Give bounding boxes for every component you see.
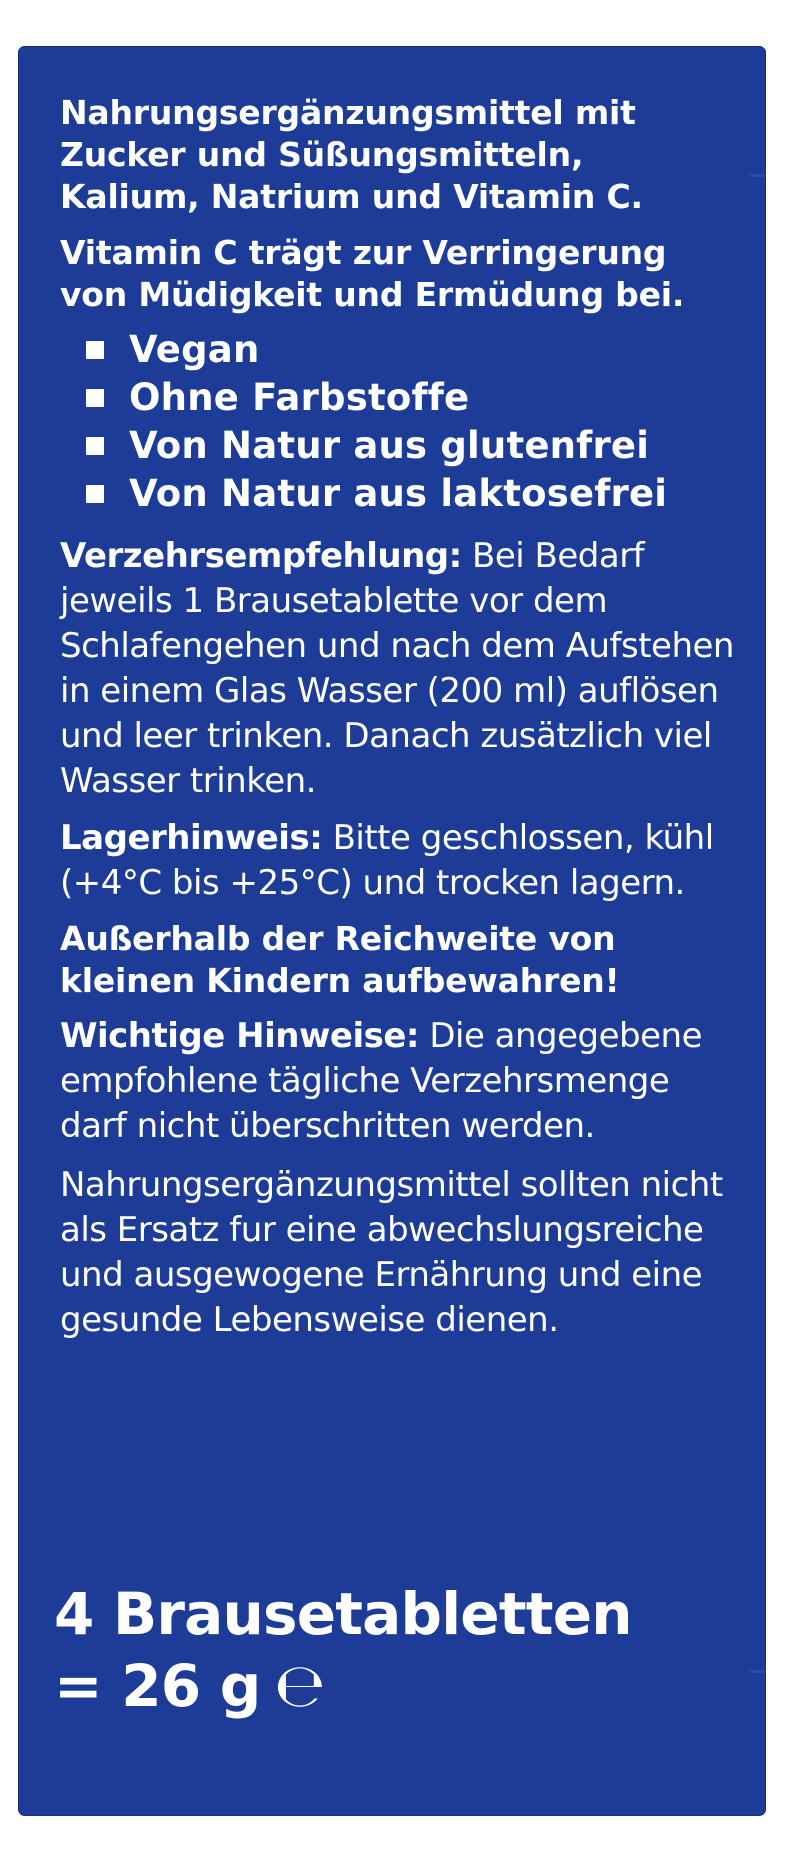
feature-label: Vegan: [129, 328, 260, 371]
feature-label: Von Natur aus laktosefrei: [129, 472, 668, 515]
net-weight-text: = 26 g: [54, 1652, 261, 1720]
text-line: Vitamin C trägt zur Verringerung: [60, 233, 667, 272]
feature-item: [60, 374, 750, 422]
children-warning: [60, 918, 750, 1002]
dosage-label: Verzehrsempfehlung:: [60, 536, 462, 576]
health-claim: [60, 232, 750, 316]
text-line: Außerhalb der Reichweite von: [60, 919, 616, 958]
text-line: Schlafengehen und nach dem Aufstehen: [60, 626, 734, 666]
text-line: Nahrungsergänzungsmittel mit: [60, 93, 636, 132]
square-bullet-icon: [86, 389, 104, 407]
text-line: Bei Bedarf: [472, 536, 645, 576]
net-weight: [54, 1650, 632, 1722]
feature-list: [60, 326, 750, 518]
estimated-sign-icon: ℮: [274, 1651, 325, 1721]
text-line: darf nicht überschritten werden.: [60, 1106, 595, 1146]
feature-item: [60, 326, 750, 374]
text-line: Nahrungsergänzungsmittel sollten nicht: [60, 1165, 723, 1205]
text-line: Zucker und Süßungsmitteln,: [60, 135, 584, 174]
edge-notch-mark: [750, 174, 766, 177]
text-line: in einem Glas Wasser (200 ml) auflösen: [60, 671, 719, 711]
feature-label: Ohne Farbstoffe: [129, 376, 470, 419]
supplement-disclaimer: [60, 1163, 750, 1343]
feature-item: [60, 470, 750, 518]
text-line: Die angegebene: [429, 1016, 703, 1056]
storage-label: Lagerhinweis:: [60, 818, 323, 858]
edge-notch-mark: [750, 1670, 766, 1673]
text-line: und ausgewogene Ernährung und eine: [60, 1255, 703, 1295]
text-line: und leer trinken. Danach zusätzlich viel: [60, 716, 712, 756]
tablet-count: [54, 1578, 632, 1650]
feature-item: [60, 422, 750, 470]
text-line: Kalium, Natrium und Vitamin C.: [60, 177, 643, 216]
package-contents: [54, 1578, 632, 1722]
text-line: gesunde Lebensweise dienen.: [60, 1300, 559, 1340]
product-description: [60, 92, 750, 218]
text-line: (+4°C bis +25°C) und trocken lagern.: [60, 863, 685, 903]
important-label: Wichtige Hinweise:: [60, 1016, 419, 1056]
storage-instructions: [60, 816, 750, 906]
label-text-area: [60, 92, 750, 1343]
text-line: als Ersatz fur eine abwechslungsreiche: [60, 1210, 704, 1250]
product-info-panel: [18, 46, 766, 1816]
text-line: kleinen Kindern aufbewahren!: [60, 961, 620, 1000]
square-bullet-icon: [86, 485, 104, 503]
tablet-count-text: 4 Brausetabletten: [54, 1580, 632, 1648]
square-bullet-icon: [86, 437, 104, 455]
feature-label: Von Natur aus glutenfrei: [129, 424, 650, 467]
text-line: empfohlene tägliche Verzehrsmenge: [60, 1061, 670, 1101]
text-line: Wasser trinken.: [60, 761, 316, 801]
square-bullet-icon: [86, 341, 104, 359]
text-line: Bitte geschlossen, kühl: [332, 818, 714, 858]
dosage-recommendation: [60, 534, 750, 804]
important-notes: [60, 1014, 750, 1149]
text-line: jeweils 1 Brausetablette vor dem: [60, 581, 608, 621]
text-line: von Müdigkeit und Ermüdung bei.: [60, 275, 685, 314]
